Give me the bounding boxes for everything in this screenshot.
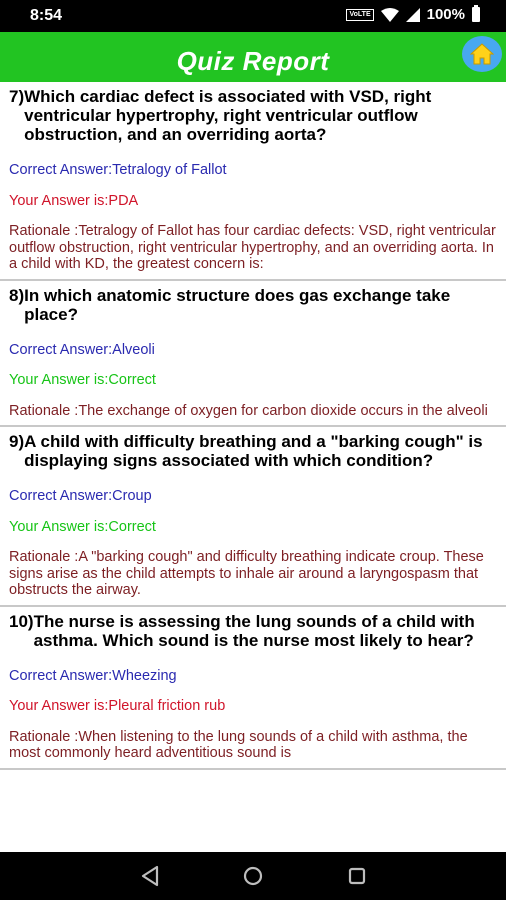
question-number: 8) <box>9 285 25 305</box>
question-number: 10) <box>9 611 34 631</box>
battery-icon <box>472 7 480 22</box>
signal-icon <box>406 8 420 22</box>
your-answer: Your Answer is:PDA <box>9 192 139 209</box>
battery-percent: 100% <box>426 6 465 23</box>
question-number: 9) <box>9 432 25 451</box>
back-icon[interactable] <box>138 864 162 888</box>
question <box>9 281 497 324</box>
rationale: Rationale :The exchange of oxygen for carbon dioxide occurs in the alveoli <box>9 402 488 419</box>
status-bar <box>0 0 506 32</box>
correct-answer: Correct Answer:Tetralogy of Fallot <box>9 162 227 178</box>
status-time: 8:54 <box>30 7 63 24</box>
page-title: Quiz Report <box>176 46 330 76</box>
correct-answer: Correct Answer:Croup <box>9 488 152 504</box>
question-number: 7) <box>9 87 25 106</box>
question <box>9 427 497 470</box>
home-icon <box>470 43 494 65</box>
question-text: The nurse is assessing the lung sounds of a child with asthma. Which sound is the nurse most likely to hear? <box>33 611 475 650</box>
recents-icon[interactable] <box>345 864 369 888</box>
rationale: Rationale :Tetralogy of Fallot has four cardiac defects: VSD, right ventricular outflow obstruction, right ventricular hypertrophy, and an overriding aorta. In a child with KD, the greatest concern is: <box>9 223 496 272</box>
wifi-icon <box>381 8 399 22</box>
home-nav-icon[interactable] <box>241 864 265 888</box>
navigation-bar <box>0 852 506 900</box>
question-text: In which anatomic structure does gas exchange take place? <box>24 285 451 324</box>
quiz-report-list[interactable] <box>0 82 506 852</box>
question-card <box>0 427 506 607</box>
status-icons <box>346 6 480 23</box>
rationale: Rationale :When listening to the lung sounds of a child with asthma, the most commonly heard adventitious sound is <box>9 728 468 761</box>
question-text: Which cardiac defect is associated with VSD, right ventricular hypertrophy, right ventricular outflow obstruction, and an overriding aorta? <box>24 87 432 144</box>
question-card <box>0 281 506 428</box>
your-answer: Your Answer is:Pleural friction rub <box>9 698 226 714</box>
app-bar <box>0 32 506 82</box>
your-answer: Your Answer is:Correct <box>9 518 156 535</box>
question <box>9 82 497 144</box>
rationale: Rationale :A "barking cough" and difficulty breathing indicate croup. These signs arise as the child attempts to inhale air around a laryngospasm that obstructs the airway. <box>9 549 484 598</box>
correct-answer: Correct Answer:Wheezing <box>9 667 177 684</box>
question <box>9 607 497 650</box>
volte-badge: VoLTE <box>346 9 373 21</box>
question-card <box>0 607 506 770</box>
your-answer: Your Answer is:Correct <box>9 372 156 388</box>
home-button[interactable] <box>462 36 502 72</box>
correct-answer: Correct Answer:Alveoli <box>9 341 155 358</box>
question-text: A child with difficulty breathing and a "barking cough" is displaying signs associated with which condition? <box>24 432 483 470</box>
question-card <box>0 82 506 281</box>
